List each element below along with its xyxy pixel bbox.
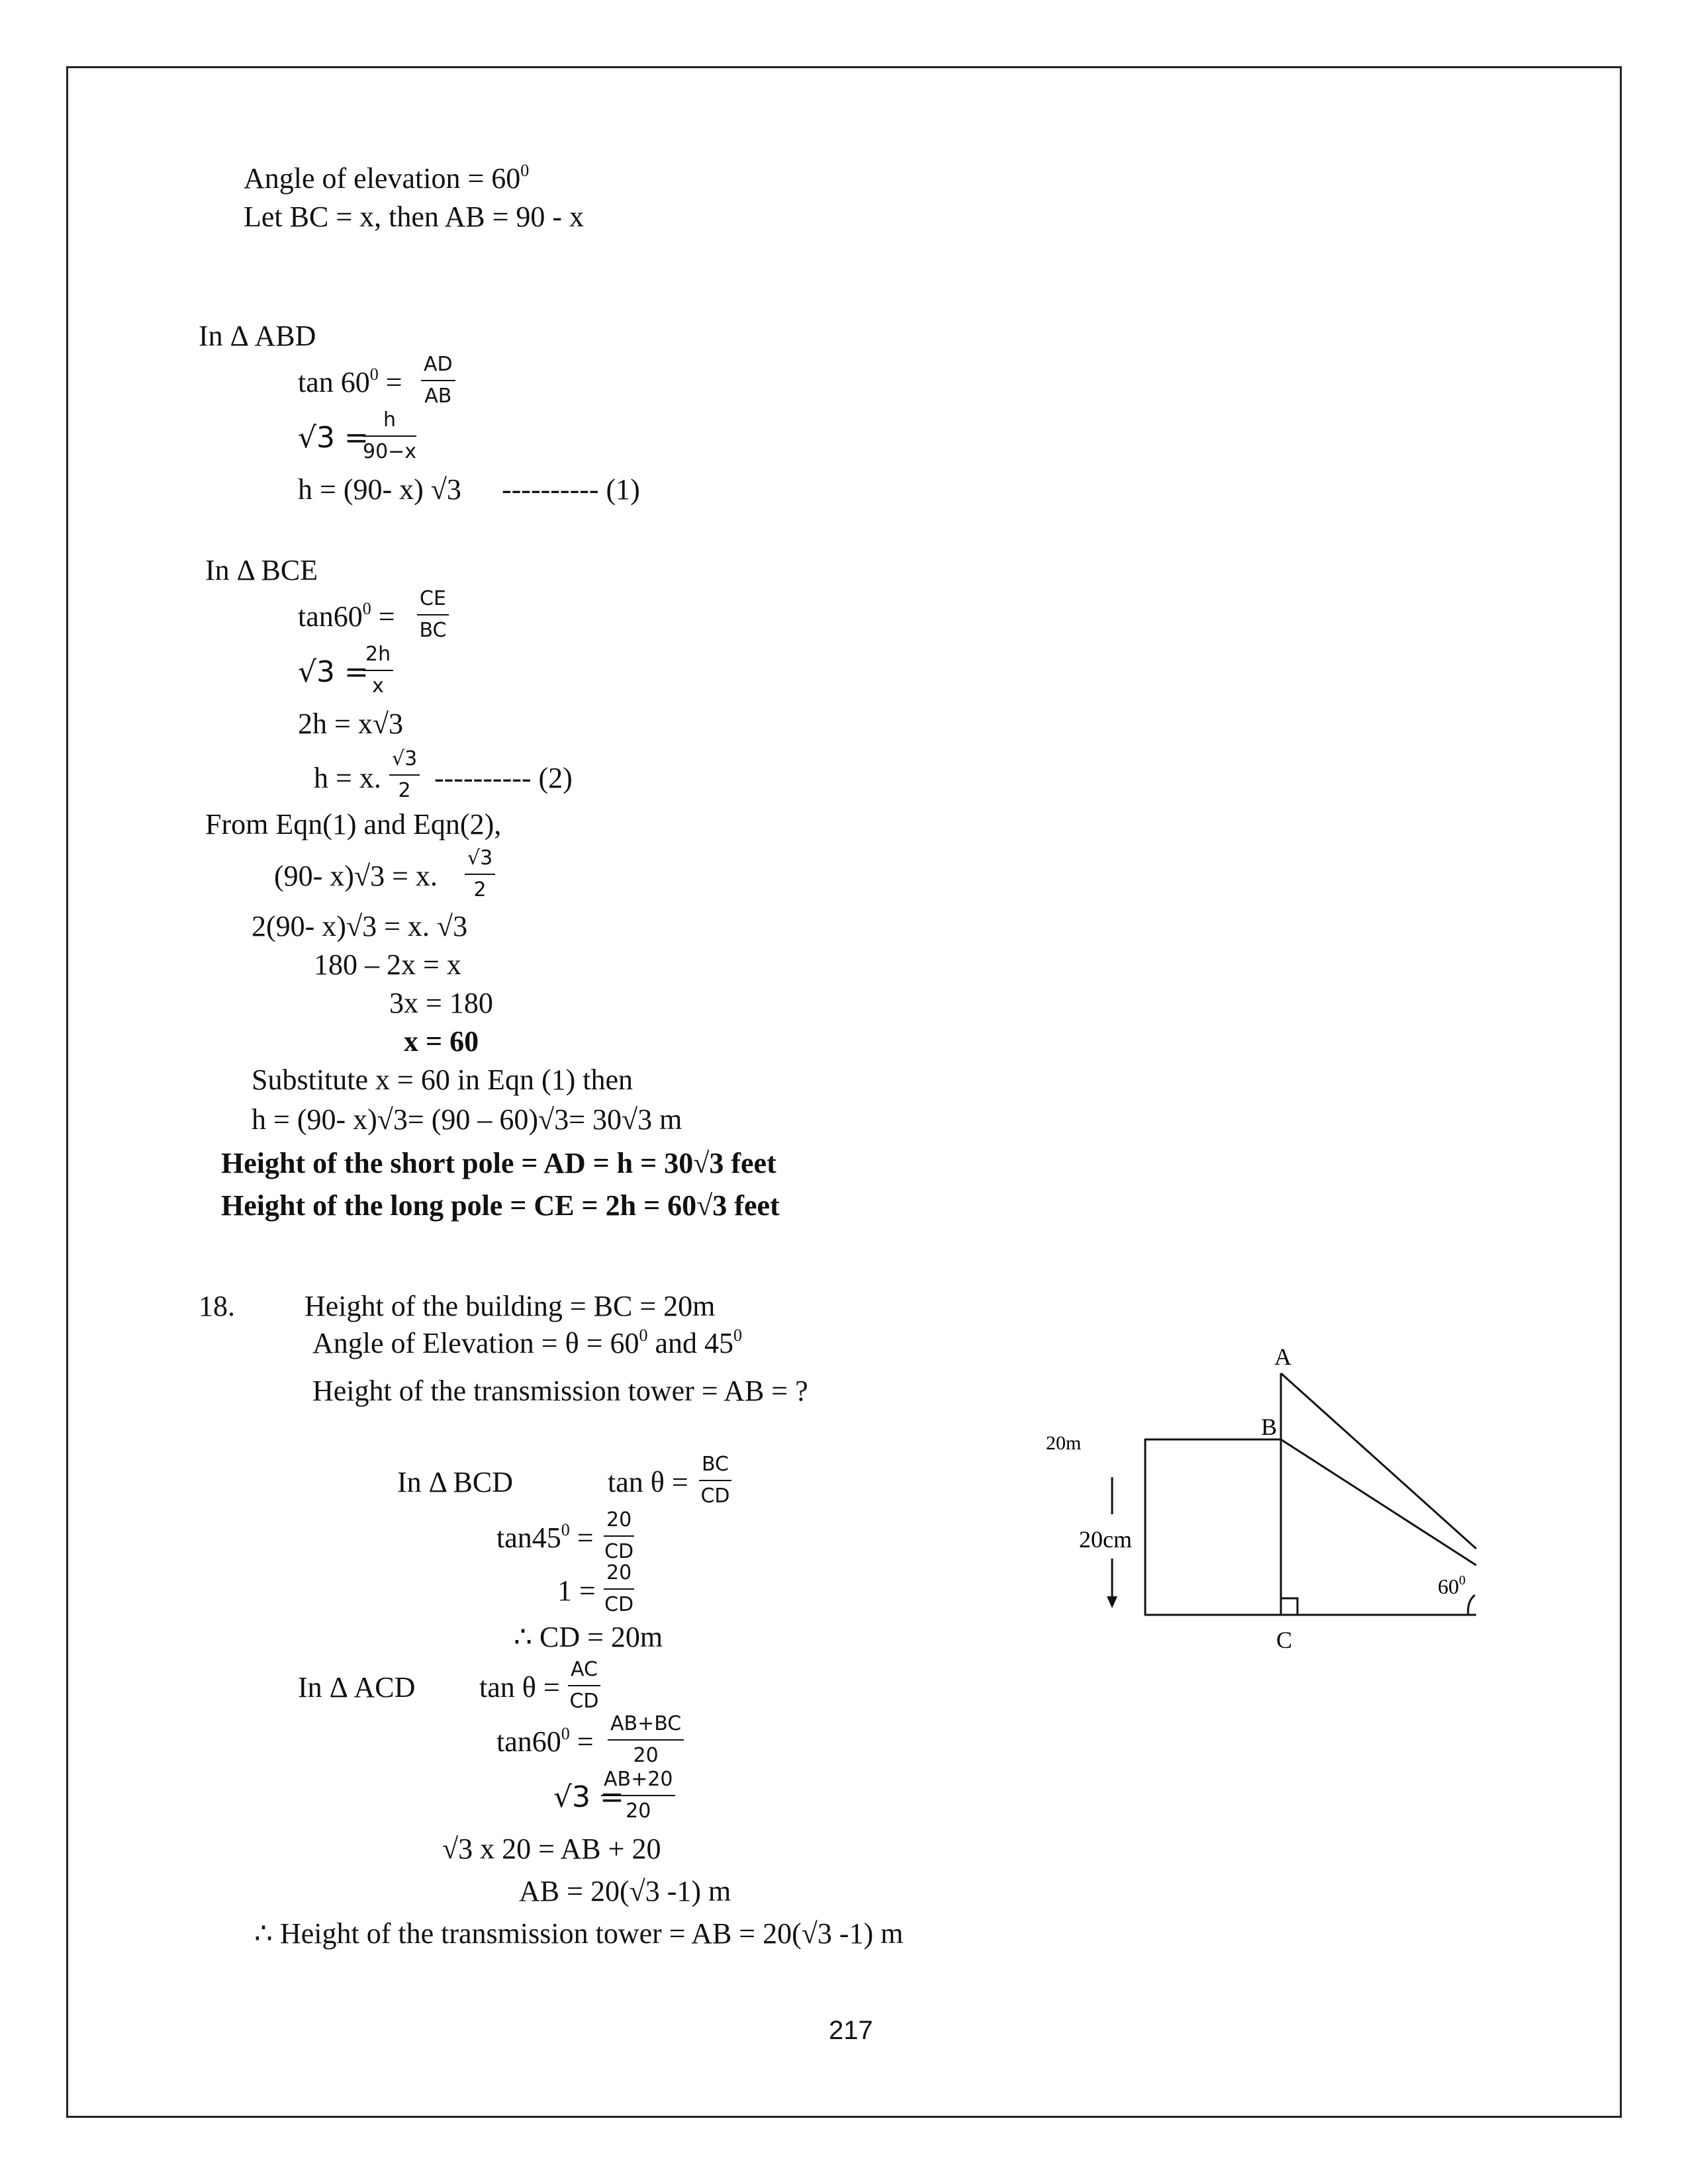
label-20m: 20m <box>1046 1432 1082 1454</box>
acd-tan-theta: tan θ = <box>479 1671 560 1704</box>
q18-building-height: Height of the building = BC = 20m <box>305 1290 716 1322</box>
page-number: 217 <box>829 2016 873 2045</box>
abd-heading: In Δ ABD <box>199 320 316 352</box>
tan45-fraction: 20 CD <box>604 1508 634 1563</box>
abd-tan60: $\tan 60^0$ = <box>298 365 402 398</box>
let-bc-line: Let BC = x, then AB = 90 - x <box>244 201 585 233</box>
eqn-line-x-60: x = 60 <box>404 1025 479 1058</box>
eqn-line-3: 180 – 2x = x <box>314 948 461 981</box>
q18-angles: Angle of Elevation = $\theta = 60^0$ and $45^0$ <box>312 1326 743 1359</box>
abd-eq-tag: ---------- (1) <box>502 473 640 506</box>
substitute-line: Substitute x = 60 in Eqn (1) then <box>252 1064 633 1096</box>
h-value-line: h = (90- x)√3= (90 – 60)√3= 30√3 m <box>252 1103 682 1136</box>
tan45-eq: $\tan 45^0$ = <box>496 1520 594 1554</box>
bce-2h-eq: 2h = x√3 <box>298 707 403 740</box>
line-of-sight-b <box>1281 1439 1476 1565</box>
one-eq: 1 = <box>557 1574 596 1607</box>
bce-eq-tag: ---------- (2) <box>434 762 573 794</box>
eqn-fraction-root3-2: √3 2 <box>465 848 495 900</box>
bce-h-eq: h = x. <box>314 762 381 794</box>
bce-fraction-root3-2: √3 2 <box>389 749 420 801</box>
bce-heading: In Δ BCE <box>205 554 318 586</box>
building-tower-diagram <box>1033 1330 1496 1674</box>
label-b: B <box>1261 1414 1278 1440</box>
acd-fraction-ac-cd: AC CD <box>568 1660 600 1711</box>
from-eqn-line: From Eqn(1) and Eqn(2), <box>205 808 502 841</box>
label-20cm: 20cm <box>1079 1526 1132 1553</box>
tan60-fraction: AB+BC 20 <box>608 1714 684 1766</box>
bce-fraction-2h-x: 2h x <box>363 645 393 696</box>
one-fraction: 20 CD <box>604 1561 634 1616</box>
eqn-line-4: 3x = 180 <box>389 987 493 1019</box>
bce-tan60: $\tan 60^0$ = <box>298 599 395 633</box>
bcd-heading: In Δ BCD <box>397 1466 513 1498</box>
bce-root3-eq: √3 = <box>298 655 369 689</box>
right-angle-mark <box>1281 1598 1297 1615</box>
dimension-arrow <box>1107 1596 1117 1608</box>
abd-root3-eq: √3 = <box>298 421 369 455</box>
line-of-sight-a <box>1281 1373 1476 1549</box>
abd-fraction-h: h 90−x <box>363 408 417 463</box>
angle-arc <box>1468 1595 1475 1615</box>
bcd-tan-theta: tan θ = <box>608 1466 688 1498</box>
label-a: A <box>1274 1343 1291 1370</box>
angle-elevation-line: Angle of elevation = $60^0$ <box>244 161 530 195</box>
tan60-eq: $\tan 60^0$ = <box>496 1724 594 1758</box>
cd-result: ∴ CD = 20m <box>514 1621 663 1653</box>
bce-fraction-ce-bc: CE BC <box>417 589 449 641</box>
root3-eq: √3 = <box>553 1780 624 1814</box>
eqn-line-1: (90- x)√3 = x. <box>274 860 438 892</box>
question-number: 18. <box>199 1290 235 1322</box>
root3-fraction: AB+20 20 <box>601 1770 675 1821</box>
bcd-fraction-bc-cd: BC CD <box>699 1455 731 1506</box>
eqn-line-2: 2(90- x)√3 = x. √3 <box>252 910 468 942</box>
root3-times-20: √3 x 20 = AB + 20 <box>442 1833 661 1865</box>
q18-tower-height: Height of the transmission tower = AB = ? <box>312 1375 808 1407</box>
label-angle: $60^0$ <box>1438 1573 1466 1598</box>
short-pole-result: Height of the short pole = AD = h = 30√3 feet <box>221 1147 776 1179</box>
label-c: C <box>1276 1627 1293 1653</box>
building-rect <box>1145 1439 1281 1615</box>
final-answer: ∴ Height of the transmission tower = AB = 20(√3 -1) m <box>254 1917 904 1950</box>
abd-fraction-ad-ab: AD AB <box>421 355 455 406</box>
abd-h-eq: h = (90- x) √3 <box>298 473 461 506</box>
acd-heading: In Δ ACD <box>298 1671 416 1704</box>
ab-result: AB = 20(√3 -1) m <box>519 1875 731 1907</box>
long-pole-result: Height of the long pole = CE = 2h = 60√3 feet <box>221 1189 780 1222</box>
